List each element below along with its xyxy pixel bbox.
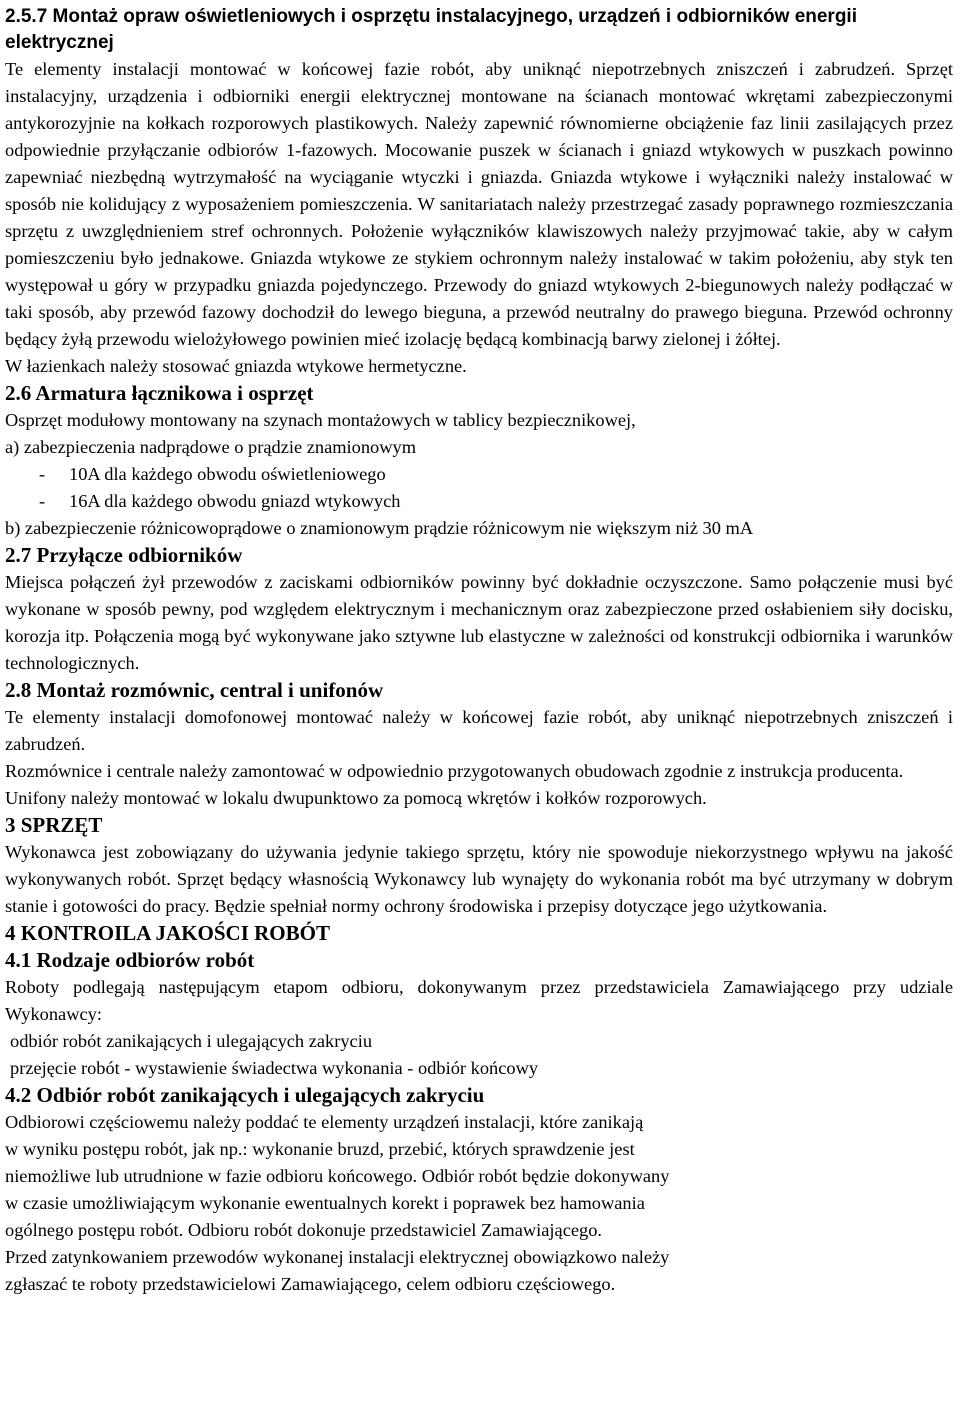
- paragraph: Unifony należy montować w lokalu dwupunktowo za pomocą wkrętów i kołków rozporowych.: [5, 788, 707, 808]
- section-heading-2-6: 2.6 Armatura łącznikowa i osprzęt: [5, 381, 314, 405]
- text-line: w wyniku postępu robót, jak np.: wykonanie bruzd, przebić, których sprawdzenie jest: [5, 1139, 635, 1159]
- list-item-b: b) zabezpieczenie różnicowoprądowe o znamionowym prądzie różnicowym nie większym niż 30 mA: [5, 518, 754, 538]
- list-item: odbiór robót zanikających i ulegających zakryciu: [10, 1031, 373, 1051]
- paragraph: Miejsca połączeń żył przewodów z zaciskami odbiorników powinny być dokładnie oczyszczone. Samo połączenie musi być wykonane w sposób pewny, pod względem elektrycznym i mechanicznym oraz zabezpieczone przed osłabieniem siły docisku, korozja itp. Połączenia mogą być wykonywane jako sztywne lub elastyczne w zależności od konstrukcji odbiornika i warunków technologicznych.: [5, 572, 953, 673]
- text-line: ogólnego postępu robót. Odbioru robót dokonuje przedstawiciel Zamawiającego.: [5, 1220, 603, 1240]
- dash-bullet: -: [39, 491, 46, 511]
- section-heading-2-5-7: 2.5.7 Montaż opraw oświetleniowych i osprzętu instalacyjnego, urządzeń i odbiorników energii elektrycznej: [5, 6, 857, 53]
- dash-bullet: -: [39, 464, 46, 484]
- paragraph: Te elementy instalacji montować w końcowej fazie robót, aby uniknąć niepotrzebnych zniszczeń i zabrudzeń. Sprzęt instalacyjny, urządzenia i odbiorniki energii elektrycznej montowane na ścianach montować wkrętami zabezpieczonymi antykorozyjnie na kołkach rozporowych plastikowych. Należy zapewnić równomierne obciążenie faz linii zasilających przez odpowiednie przyłączanie odbiorów 1-fazowych. Mocowanie puszek w ścianach i gniazd wtykowych w puszkach powinno zapewniać niezbędną wytrzymałość na wyciąganie wtyczki i gniazda. Gniazda wtykowe i wyłączniki należy instalować w sposób nie kolidujący z wyposażeniem pomieszczenia. W sanitariatach należy przestrzegać zasady poprawnego rozmieszczania sprzętu z uwzględnieniem stref ochronnych. Położenie wyłączników klawiszowych należy przyjmować takie, aby w całym pomieszczeniu było jednakowe. Gniazda wtykowe ze stykiem ochronnym należy instalować w takim położeniu, aby styk ten występował u góry w przypadku gniazda pojedynczego. Przewody do gniazd wtykowych 2-biegunowych należy podłączać w taki sposób, aby przewód fazowy dochodził do lewego bieguna, a przewód neutralny do prawego bieguna. Przewód ochronny będący żyłą przewodu wielożyłowego powinien mieć izolację będącą kombinacją barwy zielonej i żółtej.: [5, 59, 953, 349]
- list-item-a: a) zabezpieczenia nadprądowe o prądzie znamionowym: [5, 437, 417, 457]
- text-line: w czasie umożliwiającym wykonanie ewentualnych korekt i poprawek bez hamowania: [5, 1193, 645, 1213]
- paragraph: Rozmównice i centrale należy zamontować w odpowiednio przygotowanych obudowach zgodnie z instrukcja producenta.: [5, 761, 904, 781]
- list-item: - 16A dla każdego obwodu gniazd wtykowych: [5, 488, 953, 515]
- text-line: niemożliwe lub utrudnione w fazie odbioru końcowego. Odbiór robót będzie dokonywany: [5, 1166, 670, 1186]
- section-heading-4-2: 4.2 Odbiór robót zanikających i ulegających zakryciu: [5, 1083, 485, 1107]
- section-heading-4-1: 4.1 Rodzaje odbiorów robót: [5, 948, 255, 972]
- section-heading-3: 3 SPRZĘT: [5, 813, 103, 837]
- text-line: Przed zatynkowaniem przewodów wykonanej instalacji elektrycznej obowiązkowo należy: [5, 1247, 670, 1267]
- paragraph: Wykonawca jest zobowiązany do używania jedynie takiego sprzętu, który nie spowoduje niekorzystnego wpływu na jakość wykonywanych robót. Sprzęt będący własnością Wykonawcy lub wynajęty do wykonania robót ma być utrzymany w dobrym stanie i gotowości do pracy. Będzie spełniał normy ochrony środowiska i przepisy dotyczące jego użytkowania.: [5, 842, 953, 916]
- section-heading-2-8: 2.8 Montaż rozmównic, central i unifonów: [5, 678, 384, 702]
- paragraph: Osprzęt modułowy montowany na szynach montażowych w tablicy bezpiecznikowej,: [5, 410, 636, 430]
- text-line: Odbiorowi częściowemu należy poddać te elementy urządzeń instalacji, które zanikają: [5, 1112, 644, 1132]
- list-item: przejęcie robót - wystawienie świadectwa wykonania - odbiór końcowy: [10, 1058, 539, 1078]
- paragraph: Te elementy instalacji domofonowej montować należy w końcowej fazie robót, aby uniknąć niepotrzebnych zniszczeń i zabrudzeń.: [5, 707, 953, 754]
- section-heading-4: 4 KONTROILA JAKOŚCI ROBÓT: [5, 921, 330, 945]
- section-heading-2-7: 2.7 Przyłącze odbiorników: [5, 543, 243, 567]
- text-line: zgłaszać te roboty przedstawicielowi Zamawiającego, celem odbioru częściowego.: [5, 1274, 616, 1294]
- paragraph: W łazienkach należy stosować gniazda wtykowe hermetyczne.: [5, 356, 467, 376]
- paragraph: Roboty podlegają następującym etapom odbioru, dokonywanym przez przedstawiciela Zamawiającego przy udziale Wykonawcy:: [5, 977, 953, 1024]
- list-item: - 10A dla każdego obwodu oświetleniowego: [5, 461, 953, 488]
